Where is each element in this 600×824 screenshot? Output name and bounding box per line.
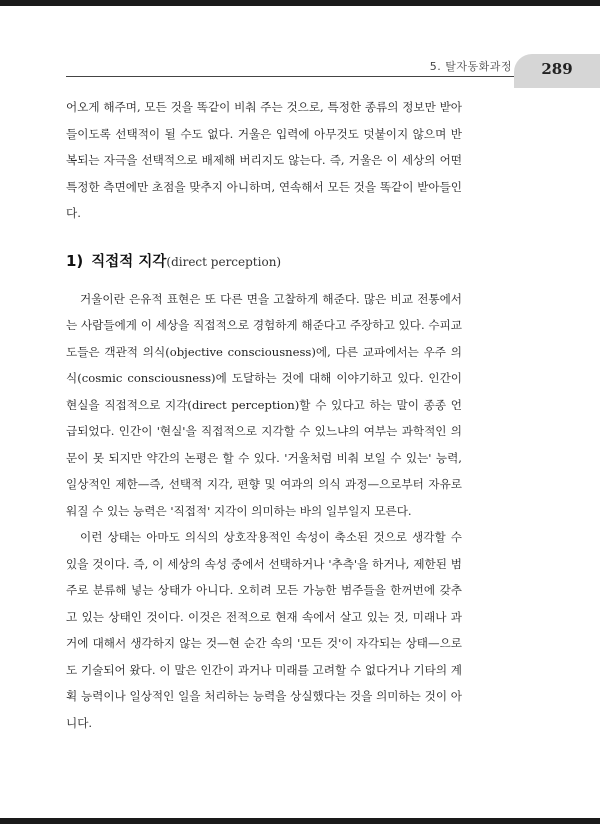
top-border-bar <box>0 0 600 6</box>
section-number: 1) <box>66 251 84 270</box>
section-title: 직접적 지각 <box>91 253 167 270</box>
body-paragraph-1: 거울이란 은유적 표현은 또 다른 면을 고찰하게 해준다. 많은 비교 전통에서는 사람들에게 이 세상을 직접적으로 경험하게 해준다고 주장하고 있다. 수피교도들은 객관적 의식(objective consciousness)에, 다른 교파에서는 우주 의식(cosmic consciousness)에 도달하는 것에 대해 이야기하고 있다. 인간이 현실을 직접적으로 지각(direct perception)할 수 있다고 하는 말이 종종 언급되었다. 인간이 '현실'을 직접적으로 지각할 수 있느냐의 여부는 과학적인 의문이 못 되지만 약간의 논평은 할 수 있다. '거울처럼 비춰 보일 수 있는' 능력, 일상적인 제한—즉, 선택적 지각, 편향 및 여과의 의식 과정—으로부터 자유로워질 수 있는 능력은 '직접적' 지각이 의미하는 바의 일부일지 모른다. <box>66 291 462 518</box>
intro-paragraph: 어오게 해주며, 모든 것을 똑같이 비춰 주는 것으로, 특정한 종류의 정보만 받아들이도록 선택적이 될 수도 없다. 거울은 입력에 아무것도 덧붙이지 않으며 반복되는 자극을 선택적으로 배제해 버리지도 않는다. 즉, 거울은 이 세상의 어떤 특정한 측면에만 초점을 맞추지 아니하며, 연속해서 모든 것을 똑같이 받아들인다. <box>66 100 462 220</box>
header-rule <box>66 76 528 77</box>
page-number-tab <box>514 54 600 88</box>
section-subtitle: (direct perception) <box>166 254 282 269</box>
section-heading <box>66 246 462 276</box>
body-paragraph-2: 이런 상태는 아마도 의식의 상호작용적인 속성이 축소된 것으로 생각할 수 있을 것이다. 즉, 이 세상의 속성 중에서 선택하거나 '추측'을 하거나, 제한된 범주로 분류해 넣는 상태가 아니다. 오히려 모든 가능한 범주들을 한꺼번에 갖추고 있는 상태인 것이다. 이것은 전적으로 현재 속에서 살고 있는 것, 미래나 과거에 대해서 생각하지 않는 것—현 순간 속의 '모든 것'이 자각되는 상태—으로도 기술되어 왔다. 이 말은 인간이 과거나 미래를 고려할 수 없다거나 기타의 계획 능력이나 일상적인 일을 처리하는 능력을 상실했다는 것을 의미하는 것이 아니다. <box>66 530 462 730</box>
chapter-title: 5. 탈자동화과정 <box>429 60 512 73</box>
bottom-border-bar <box>0 818 600 824</box>
page-body <box>66 94 462 736</box>
page-number: 289 <box>541 60 573 78</box>
page-header <box>66 54 600 78</box>
